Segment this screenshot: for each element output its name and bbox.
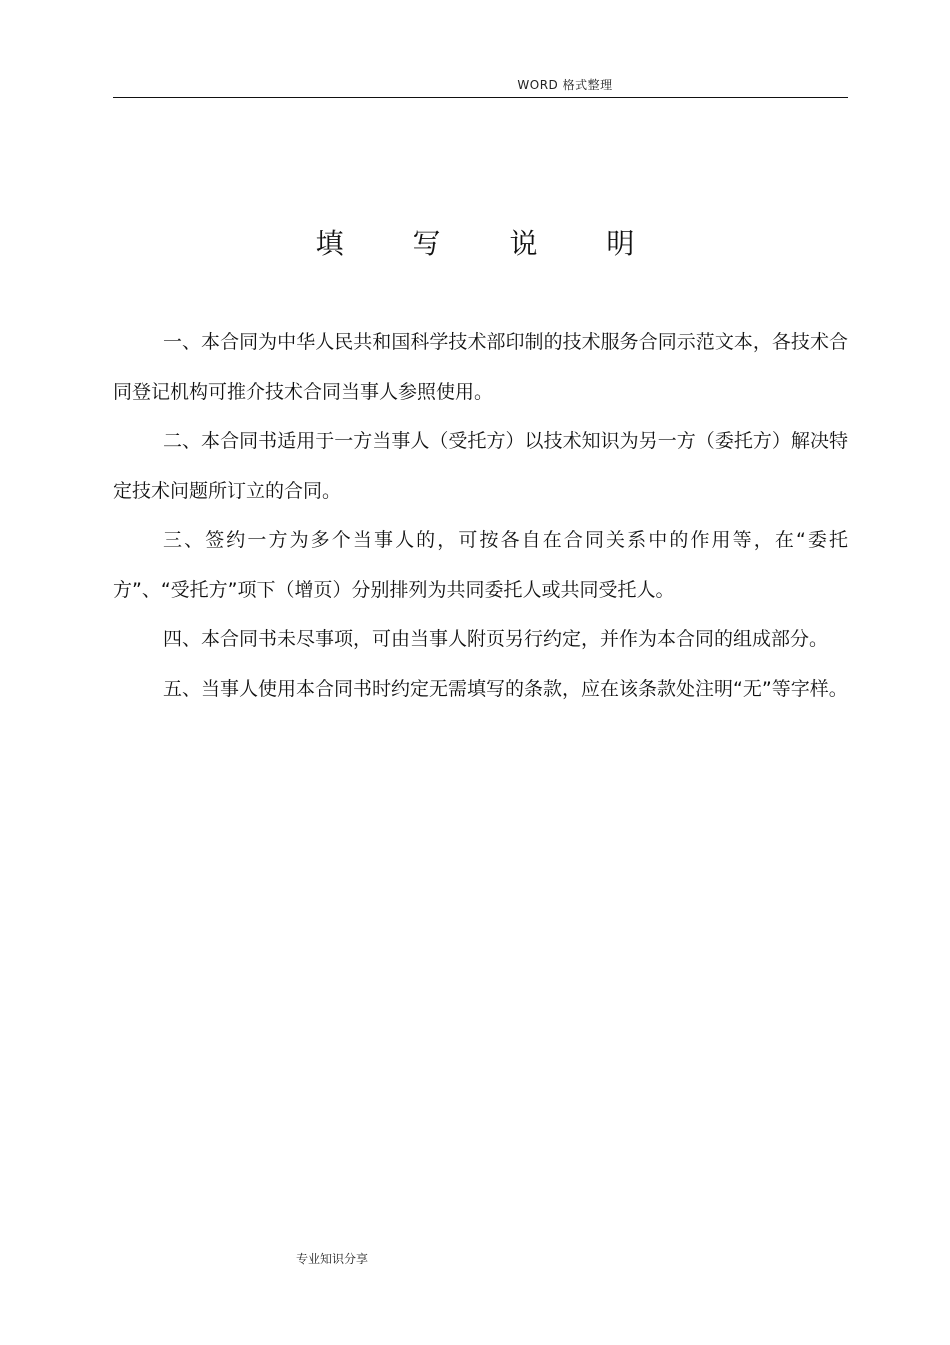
header-divider	[113, 97, 848, 98]
page-footer: 专业知识分享	[296, 1252, 369, 1266]
instruction-paragraph-5: 五、当事人使用本合同书时约定无需填写的条款，应在该条款处注明“无”等字样。	[163, 677, 848, 700]
page-title: 填 写 说 明	[315, 227, 665, 260]
instruction-paragraph-3: 三、签约一方为多个当事人的，可按各自在合同关系中的作用等，在“委托方”、“受托方”项下（增页）分别排列为共同委托人或共同受托人。	[113, 529, 848, 601]
instruction-paragraph-4: 四、本合同书未尽事项，可由当事人附页另行约定，并作为本合同的组成部分。	[163, 628, 829, 650]
instruction-paragraph-1: 一、本合同为中华人民共和国科学技术部印制的技术服务合同示范文本，各技术合同登记机构可推介技术合同当事人参照使用。	[113, 331, 848, 403]
instruction-paragraph-2: 二、本合同书适用于一方当事人（受托方）以技术知识为另一方（委托方）解决特定技术问题所订立的合同。	[113, 430, 848, 502]
page-header: WORD 格式整理	[517, 78, 613, 92]
instructions-body	[113, 318, 848, 714]
